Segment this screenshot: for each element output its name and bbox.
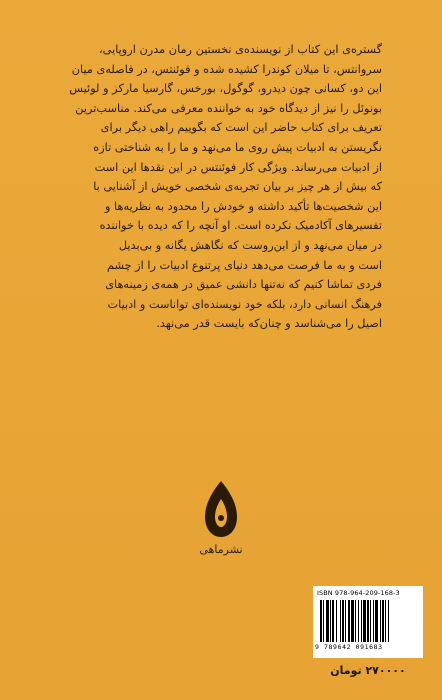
isbn-barcode: [313, 586, 423, 658]
barcode-number: 9 789642 091683: [315, 643, 383, 651]
blurb-line-1: گستره‌ی این کتاب از نویسنده‌ی نخستین رمان مدرن اروپایی،: [99, 43, 382, 56]
blurb-line-15: اصیل را می‌شناسد و چنان‌که بایست قدر می‌نهد.: [156, 317, 382, 331]
blurb-line-12: است و به ما فرصت می‌دهد دنیای پرتنوع ادبیات را از چشم: [107, 258, 382, 272]
blurb-line-10: تفسیرهای آکادمیک نکرده است. او آنچه را که دیده با خواننده: [99, 219, 382, 233]
blurb-line-2: سروانتس، تا میلان کوندرا کشیده شده و فوئنتس، در فاصله‌ی میان: [71, 62, 382, 76]
blurb-line-5: تعریف برای کتاب حاضر این است که بگوییم راهی دیگر برای: [100, 121, 382, 135]
blurb-line-8: که بیش از هر چیز بر بیان تجربه‌ی شخصی خویش از آشنایی با: [93, 180, 382, 194]
publisher-name: نشرماهی: [199, 543, 243, 556]
blurb-line-3: این دو، کسانی چون دیدرو، گوگول، بورخس، گارسیا مارکز و لوئیس: [69, 82, 382, 96]
blurb-line-6: نگریستن به ادبیات پیش روی ما می‌نهد و ما را به شناختی تازه: [93, 140, 382, 154]
blurb-line-11: در میان می‌نهد و از این‌روست که نگاهش یگانه و بی‌بدیل: [118, 238, 382, 252]
fish-logo-icon: [197, 477, 245, 543]
blurb-line-14: فرهنگ انسانی دارد، بلکه خود نویسنده‌ای تواناست و ادبیات: [107, 297, 382, 311]
publisher-logo: [197, 477, 245, 567]
blurb-line-9: این شخصیت‌ها تأکید داشته و خودش را محدود به نظریه‌ها و: [105, 199, 382, 213]
isbn-label: ISBN 978-964-209-168-3: [317, 589, 400, 597]
blurb-line-7: از ادبیات می‌رساند. ویژگی کار فوئنتس در این نقدها این است: [94, 160, 382, 174]
blurb-text: [62, 40, 382, 334]
blurb-line-13: فردی تماشا کنیم که نه‌تنها دانشی عمیق در همه‌ی زمینه‌های: [105, 278, 382, 292]
price-label: ۲۷۰۰۰۰ تومان: [330, 664, 406, 677]
blurb-line-4: بونوئل را نیز از دیدگاه خود به خواننده معرفی می‌کند. مناسب‌ترین: [75, 101, 382, 115]
barcode-icon: [319, 600, 417, 642]
